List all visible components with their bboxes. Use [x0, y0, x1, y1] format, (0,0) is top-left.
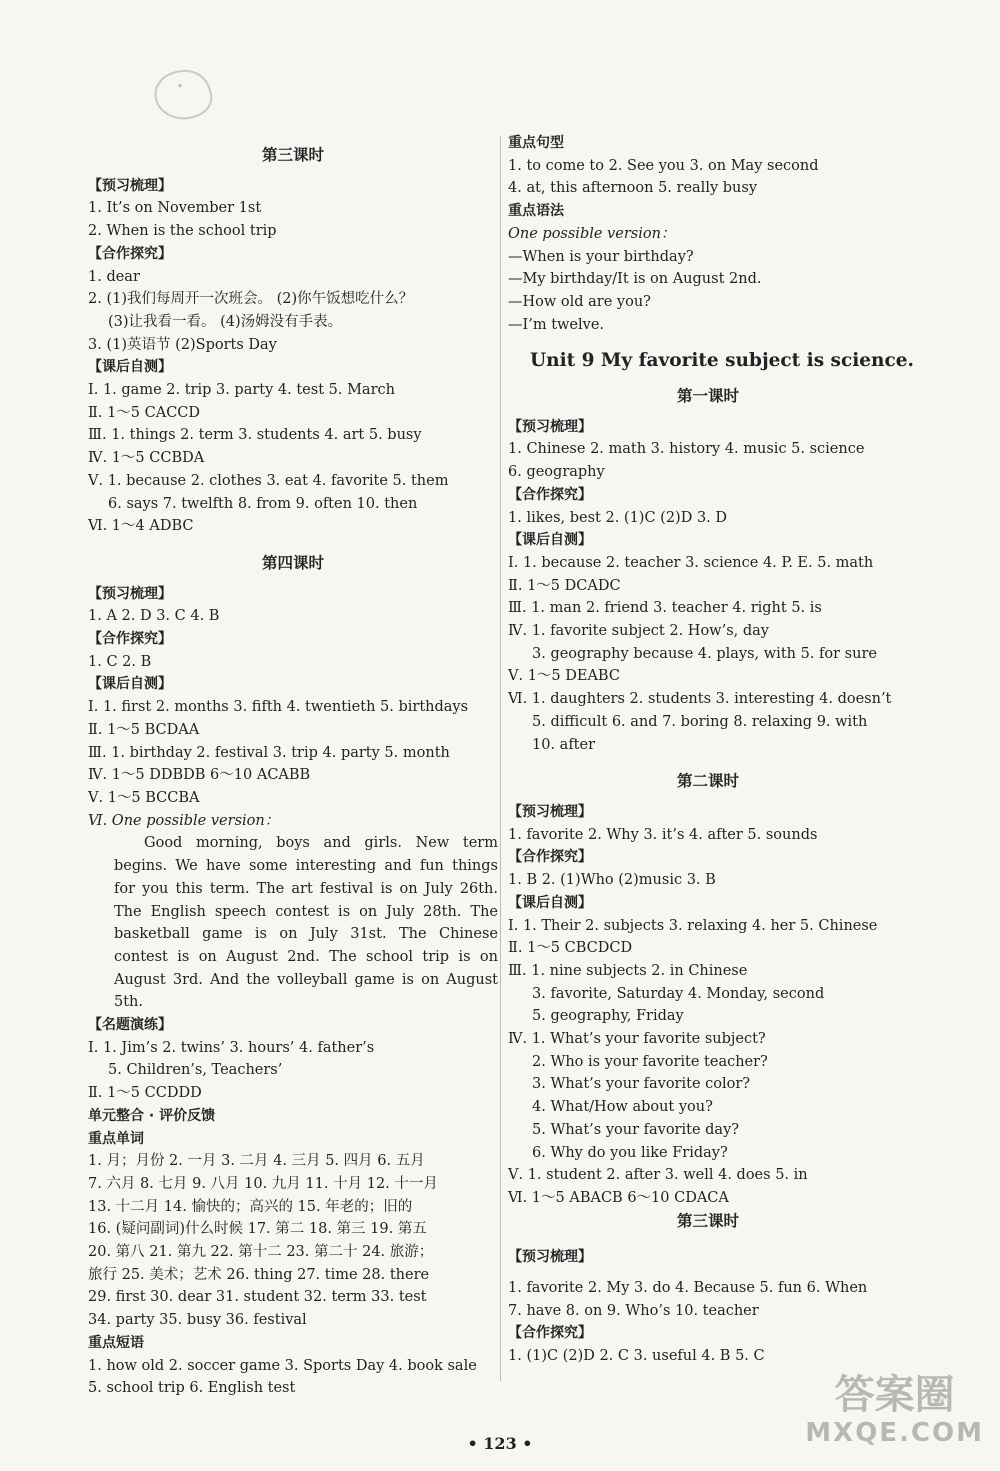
answer-line: 1. how old 2. soccer game 3. Sports Day 4. book sale [88, 1357, 477, 1374]
answer-line: 1. favorite 2. Why 3. it’s 4. after 5. sounds [508, 826, 818, 843]
answer-line: 3. favorite, Saturday 4. Monday, second [532, 985, 825, 1002]
answer-line: 1. (1)C (2)D 2. C 3. useful 4. B 5. C [508, 1348, 765, 1365]
section-label: 【预习梳理】 [508, 418, 592, 435]
answer-line: 6. geography [508, 464, 605, 481]
answer-line: Ⅵ. 1～5 ABACB 6～10 CDACA [508, 1189, 729, 1206]
italic-line: One possible version： [508, 225, 676, 242]
answer-line: 3. (1)英语节 (2)Sports Day [88, 336, 277, 353]
section-label: 单元整合 · 评价反馈 [88, 1107, 216, 1124]
corner-stamp [149, 63, 218, 128]
answer-line: 1. B 2. (1)Who (2)music 3. B [508, 872, 716, 889]
italic-line: Ⅵ. One possible version： [88, 812, 280, 829]
answer-line: 1. Chinese 2. math 3. history 4. music 5. science [508, 441, 865, 458]
answer-line: 6. Why do you like Friday? [532, 1144, 728, 1161]
answer-line: 3. What’s your favorite color? [532, 1076, 751, 1093]
watermark-logo [805, 1372, 984, 1448]
answer-line: —How old are you? [508, 293, 651, 310]
answer-line: 1. dear [88, 268, 140, 285]
section-label: 【课后自测】 [88, 676, 172, 693]
answer-line: 1. It’s on November 1st [88, 200, 262, 217]
answer-line: Ⅴ. 1～5 DEABC [508, 668, 620, 685]
answer-line: 3. geography because 4. plays, with 5. for sure [532, 645, 877, 662]
answer-line: 5. school trip 6. English test [88, 1380, 296, 1397]
watermark-logo-text: 答案圈 [834, 1372, 955, 1418]
lesson-heading: 第二课时 [676, 772, 739, 791]
answer-line: 7. have 8. on 9. Who’s 10. teacher [508, 1302, 759, 1319]
answer-line: Ⅴ. 1. because 2. clothes 3. eat 4. favorite 5. them [88, 472, 449, 489]
answer-line: 7. 六月 8. 七月 9. 八月 10. 九月 11. 十月 12. 十一月 [88, 1175, 438, 1192]
section-label: 【名题演练】 [88, 1017, 172, 1034]
answer-line: Ⅰ. 1. first 2. months 3. fifth 4. twentieth 5. birthdays [88, 699, 469, 716]
answer-line: Ⅵ. 1. daughters 2. students 3. interesting 4. doesn’t [508, 691, 892, 708]
section-label: 重点语法 [508, 203, 564, 220]
answer-line: 29. first 30. dear 31. student 32. term 33. test [88, 1289, 427, 1306]
answer-line: 5. difficult 6. and 7. boring 8. relaxing 9. with [532, 713, 868, 730]
unit-heading: Unit 9 My favorite subject is science. [530, 350, 914, 372]
answer-line: Ⅳ. 1～5 CCBDA [88, 450, 205, 467]
lesson-heading: 第三课时 [676, 1211, 739, 1230]
answer-line: Ⅲ. 1. birthday 2. festival 3. trip 4. party 5. month [88, 744, 450, 761]
answer-line: 13. 十二月 14. 愉快的；高兴的 15. 年老的；旧的 [88, 1198, 413, 1215]
answer-line: 20. 第八 21. 第九 22. 第十二 23. 第二十 24. 旅游； [88, 1244, 434, 1261]
answer-paragraph: Good morning, boys and girls. New term begins. We have some interesting and fun things for you this term. The art festival is on July 26th. The English speech contest is on July 28th. The basketball game is on July 31st. The Chinese contest is on August 2nd. The school trip is on August 3rd. And the volleyball game is on August 5th. [114, 835, 498, 1011]
answer-line: 5. Children’s, Teachers’ [108, 1062, 283, 1079]
section-label: 【课后自测】 [88, 359, 172, 376]
section-label: 【合作探究】 [88, 245, 172, 262]
answer-line: Ⅳ. 1～5 DDBDB 6～10 ACABB [88, 767, 311, 784]
answer-line: 2. When is the school trip [88, 223, 277, 240]
answer-line: Ⅲ. 1. man 2. friend 3. teacher 4. right 5. is [508, 600, 822, 617]
answer-line: Ⅴ. 1～5 BCCBA [88, 789, 200, 806]
answer-line: Ⅳ. 1. What’s your favorite subject? [508, 1031, 766, 1048]
section-label: 【预习梳理】 [508, 803, 592, 820]
answer-line: Ⅱ. 1～5 DCADC [508, 577, 621, 594]
answer-line: 10. after [532, 736, 596, 753]
answer-line: Ⅴ. 1. student 2. after 3. well 4. does 5. in [508, 1167, 808, 1184]
answer-line: Ⅱ. 1～5 CACCD [88, 404, 201, 421]
right-column [508, 132, 914, 1368]
section-label: 【课后自测】 [508, 532, 592, 549]
section-label: 【合作探究】 [508, 1325, 592, 1342]
answer-line: 1. 月；月份 2. 一月 3. 二月 4. 三月 5. 四月 6. 五月 [88, 1153, 425, 1170]
stamp-mark: ✦ [175, 80, 185, 92]
page-number: • 123 • [467, 1434, 533, 1453]
answer-line: Ⅰ. 1. Their 2. subjects 3. relaxing 4. her 5. Chinese [508, 917, 878, 934]
lesson-heading: 第三课时 [261, 146, 324, 164]
answer-line: Ⅱ. 1～5 BCDAA [88, 721, 200, 738]
answer-line: 2. (1)我们每周开一次班会。 (2)你午饭想吃什么？ [88, 291, 414, 308]
answer-line: 1. favorite 2. My 3. do 4. Because 5. fun 6. When [508, 1280, 868, 1297]
answer-line: 1. A 2. D 3. C 4. B [88, 608, 220, 625]
lesson-heading: 第一课时 [676, 387, 739, 406]
answer-line: Ⅱ. 1～5 CBCDCD [508, 940, 633, 957]
answer-line: 4. at, this afternoon 5. really busy [508, 180, 758, 197]
answer-line: Ⅱ. 1～5 CCDDD [88, 1085, 202, 1102]
answer-line: Ⅵ. 1～4 ADBC [88, 518, 194, 535]
answer-line: 6. says 7. twelfth 8. from 9. often 10. then [108, 495, 418, 512]
answer-line: 16. (疑问副词)什么时候 17. 第二 18. 第三 19. 第五 [88, 1221, 427, 1238]
answer-line: 2. Who is your favorite teacher? [532, 1053, 768, 1070]
column-divider [500, 136, 501, 1381]
answer-line: Ⅰ. 1. game 2. trip 3. party 4. test 5. March [88, 382, 395, 399]
answer-line: (3)让我看一看。 (4)汤姆没有手表。 [108, 313, 343, 330]
answer-line: 1. C 2. B [88, 653, 152, 670]
section-label: 重点短语 [88, 1334, 144, 1351]
answer-line: Ⅳ. 1. favorite subject 2. How’s, day [508, 623, 769, 640]
section-label: 重点句型 [508, 135, 564, 151]
answer-line: 1. likes, best 2. (1)C (2)D 3. D [508, 509, 728, 526]
answer-line: 旅行 25. 美术；艺术 26. thing 27. time 28. there [88, 1266, 430, 1283]
section-label: 【课后自测】 [508, 894, 592, 911]
answer-line: —My birthday/It is on August 2nd. [508, 271, 762, 288]
section-label: 【合作探究】 [508, 486, 592, 503]
section-label: 【预习梳理】 [88, 585, 172, 602]
answer-line: 1. to come to 2. See you 3. on May second [508, 157, 819, 174]
answer-line: Ⅰ. 1. Jim’s 2. twins’ 3. hours’ 4. father’s [88, 1039, 375, 1056]
answer-line: Ⅲ. 1. things 2. term 3. students 4. art 5. busy [88, 427, 422, 444]
answer-line: Ⅲ. 1. nine subjects 2. in Chinese [508, 962, 748, 979]
answer-line: 4. What/How about you? [532, 1099, 713, 1116]
answer-line: 5. geography, Friday [532, 1008, 684, 1025]
answer-line: 5. What’s your favorite day? [532, 1121, 740, 1138]
answer-line: 34. party 35. busy 36. festival [88, 1312, 307, 1329]
answer-line: —When is your birthday? [508, 248, 694, 265]
section-label: 【合作探究】 [508, 849, 592, 866]
answer-line: Ⅰ. 1. because 2. teacher 3. science 4. P. E. 5. math [508, 554, 874, 571]
section-label: 【预习梳理】 [88, 177, 172, 194]
lesson-heading: 第四课时 [261, 553, 324, 572]
section-label: 重点单词 [88, 1130, 144, 1147]
section-label: 【合作探究】 [88, 631, 172, 648]
watermark-site: MXQE.COM [805, 1418, 984, 1448]
answer-line: —I’m twelve. [508, 316, 605, 333]
section-label: 【预习梳理】 [508, 1249, 592, 1266]
left-column [88, 144, 498, 1400]
